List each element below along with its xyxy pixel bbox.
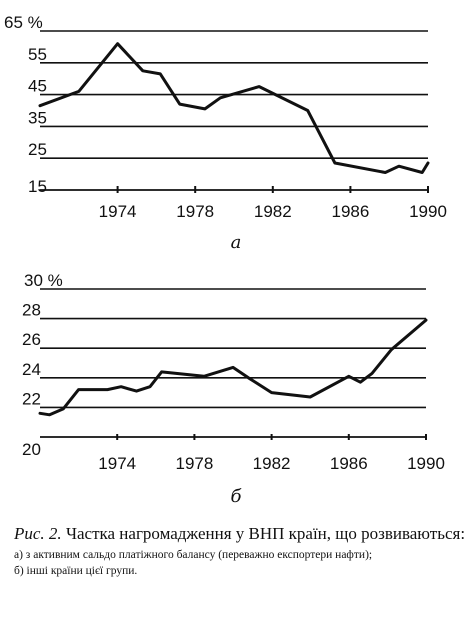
caption-fig-label: Рис. 2. — [14, 524, 62, 543]
figure-caption — [14, 523, 466, 578]
x-tick-label: 1978 — [175, 454, 214, 473]
y-tick-label: 65 % — [4, 13, 43, 32]
y-tick-label: 15 — [28, 177, 47, 196]
x-tick-label: 1974 — [98, 202, 137, 221]
y-tick-label: 30 % — [24, 271, 63, 290]
x-tick-label: 1990 — [407, 454, 445, 473]
y-tick-label: 22 — [22, 389, 41, 409]
chart-a — [0, 0, 473, 262]
caption-title: Частка нагромадження у ВНП країн, що розвиваються: — [65, 524, 466, 543]
y-tick-label: 25 — [28, 140, 47, 160]
x-tick-labels — [99, 186, 447, 221]
x-tick-label: 1990 — [409, 202, 447, 221]
caption-note-b: б) інші країни цієї групи. — [14, 565, 138, 577]
x-tick-label: 1978 — [176, 202, 215, 221]
y-tick-label: 24 — [22, 359, 41, 379]
y-tick-label: 28 — [22, 300, 41, 320]
chart-b — [0, 262, 473, 522]
panel-label-b: б — [230, 486, 242, 507]
x-tick-label: 1986 — [329, 454, 368, 473]
x-tick-label: 1986 — [331, 202, 370, 221]
y-tick-label: 26 — [22, 330, 41, 350]
y-tick-label: 35 — [28, 108, 47, 128]
series-line — [40, 320, 426, 415]
y-tick-label: 55 — [28, 44, 47, 64]
caption-main — [14, 523, 466, 544]
y-tick-labels — [22, 271, 63, 459]
x-tick-label: 1982 — [253, 202, 292, 221]
y-tick-label: 20 — [22, 440, 41, 459]
x-tick-label: 1974 — [98, 454, 137, 473]
x-tick-labels — [98, 434, 445, 473]
caption-note-a: а) з активним сальдо платіжного балансу (переважно експортери нафти); — [14, 549, 373, 561]
panel-label-a: а — [230, 232, 242, 253]
x-tick-label: 1982 — [252, 454, 291, 473]
y-tick-label: 45 — [28, 76, 47, 96]
